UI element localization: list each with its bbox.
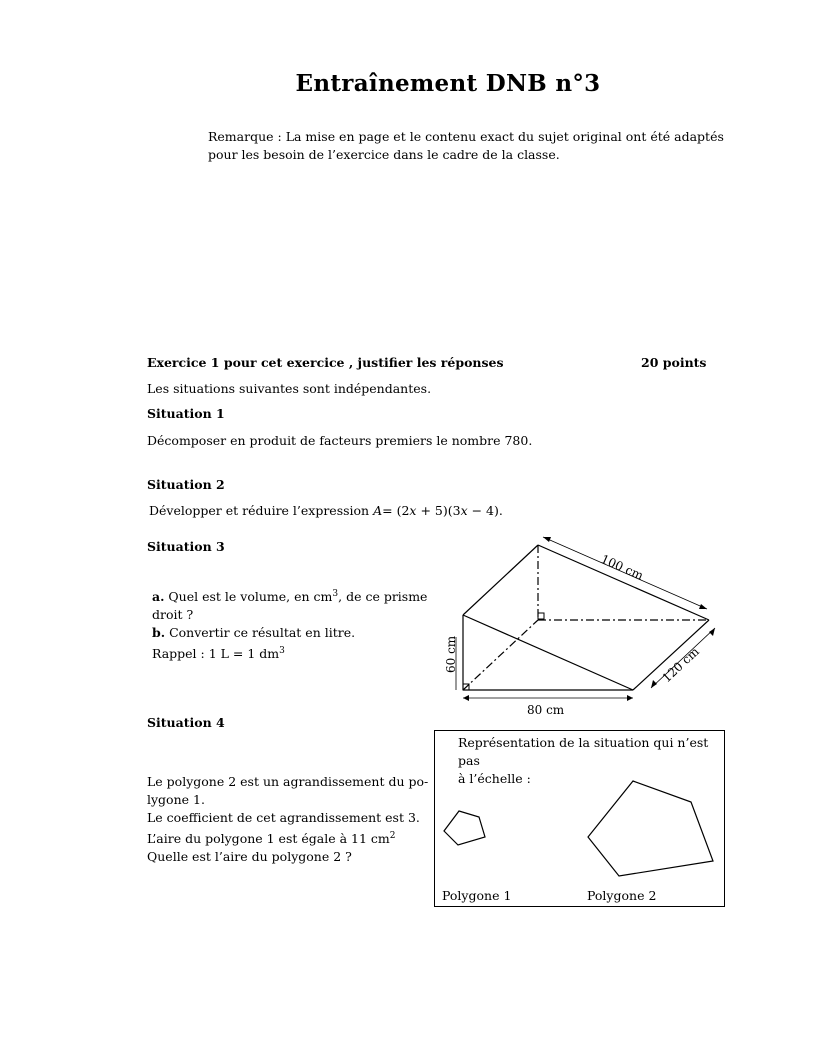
polygon-2-label: Polygone 2 xyxy=(587,888,657,903)
situation-4-text xyxy=(147,773,437,866)
reminder: Rappel : 1 L = 1 $dm^3$ xyxy=(152,646,285,662)
situation-4-line-2: lygone 1. xyxy=(147,792,205,807)
situation-3-title: Situation 3 xyxy=(147,539,225,554)
exercise-heading: Exercice 1 pour cet exercice , justifier les réponses xyxy=(147,355,504,370)
label-100cm: 100 cm xyxy=(598,551,646,583)
arrow-head xyxy=(651,680,657,688)
situation-4-line-4: L’aire du polygone 1 est égale à 11 $cm^2$ xyxy=(147,831,396,847)
prism-edge xyxy=(463,615,633,690)
remark-line-1: Remarque : La mise en page et le contenu exact du sujet original ont été adaptés xyxy=(208,129,724,144)
situation-4-line-1: Le polygone 2 est un agrandissement du po- xyxy=(147,774,429,789)
situation-2-text: Développer et réduire l’expression A= (2x + 5)(3x − 4). xyxy=(149,503,503,518)
prism-figure xyxy=(430,535,730,720)
question-a-line-2: droit ? xyxy=(152,607,194,623)
question-a: a. Quel est le volume, en $cm^3$, de ce prisme xyxy=(152,589,428,605)
situation-4-title: Situation 4 xyxy=(147,715,225,730)
polygon-figure-box xyxy=(434,730,725,907)
situation-2-title: Situation 2 xyxy=(147,477,225,492)
label-60cm: 60 cm xyxy=(444,635,458,673)
exercise-points: 20 points xyxy=(641,355,707,370)
arrow-head xyxy=(543,537,551,542)
polygon-box-caption-line-1: Représentation de la situation qui n’est pas xyxy=(458,735,709,768)
situation-1-text: Décomposer en produit de facteurs premiers le nombre 780. xyxy=(147,433,533,448)
remark xyxy=(208,128,728,164)
arrow-head xyxy=(699,604,707,609)
prism-hidden-edge xyxy=(463,620,538,690)
remark-line-2: pour les besoin de l’exercice dans le cadre de la classe. xyxy=(208,147,560,162)
prism-edge xyxy=(463,545,538,615)
page-title: Entraînement DNB n°3 xyxy=(295,70,601,97)
polygon-1-label: Polygone 1 xyxy=(442,888,512,903)
polygons-drawing xyxy=(435,731,724,906)
arrow-head xyxy=(463,695,469,701)
label-80cm: 80 cm xyxy=(527,703,565,717)
situation-1-title: Situation 1 xyxy=(147,406,225,421)
arrow-head xyxy=(709,628,715,636)
prism-edge xyxy=(538,545,709,620)
exercise-intro: Les situations suivantes sont indépendantes. xyxy=(147,381,432,396)
polygon-box-caption-line-2: à l’échelle : xyxy=(458,771,531,786)
polygon-1-shape xyxy=(444,811,485,845)
situation-4-line-5: Quelle est l’aire du polygone 2 ? xyxy=(147,849,352,865)
right-angle-marker xyxy=(538,613,544,619)
situation-4-line-3: Le coefficient de cet agrandissement est 3. xyxy=(147,810,420,825)
situation-3-questions xyxy=(152,585,432,663)
polygon-2-shape xyxy=(588,781,713,876)
label-120cm: 120 cm xyxy=(659,644,702,686)
arrow-head xyxy=(627,695,633,701)
question-b: b. Convertir ce résultat en litre. xyxy=(152,625,356,641)
